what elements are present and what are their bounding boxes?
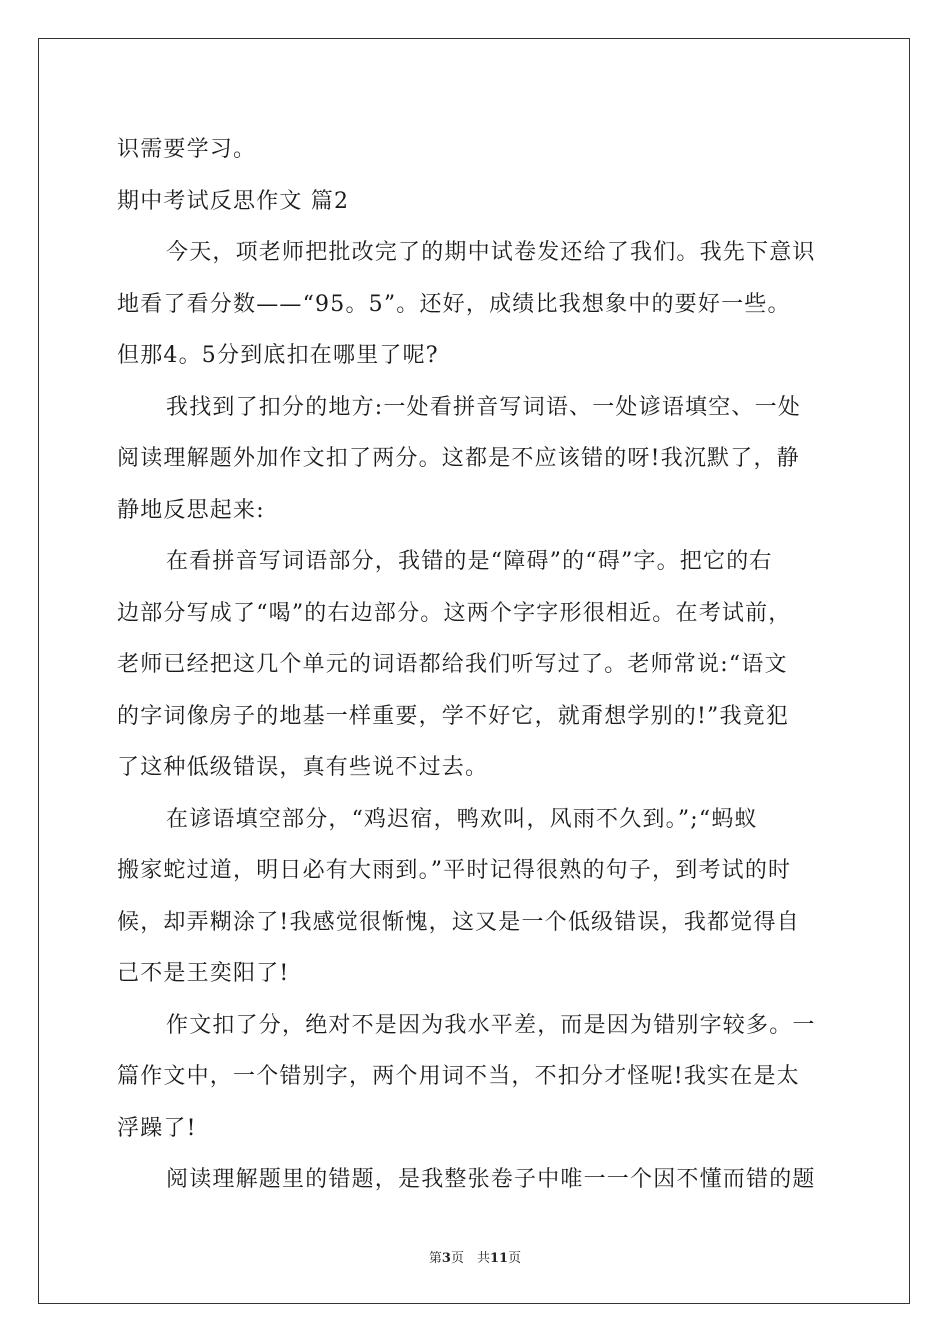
page-footer: [0, 1247, 950, 1266]
text-line: 浮躁了!: [117, 1115, 197, 1141]
text-line: 今天，项老师把批改完了的期中试卷发还给了我们。我先下意识: [166, 240, 816, 265]
footer-total-pages: 11: [489, 1251, 509, 1266]
text-line: 识需要学习。: [117, 137, 257, 162]
text-line: 在谚语填空部分，“鸡迟宿，鸭欢叫，风雨不久到。”;“蚂蚁: [166, 806, 758, 832]
text-line: 静地反思起来:: [117, 497, 265, 523]
footer-prefix: 第: [428, 1251, 442, 1266]
text-line: 阅读理解题外加作文扣了两分。这都是不应该错的呀!我沉默了，静: [117, 446, 800, 471]
text-line: 的字词像房子的地基一样重要，学不好它，就甭想学别的!”我竟犯: [117, 703, 790, 729]
text-line: 我找到了扣分的地方:一处看拼音写词语、一处谚语填空、一处: [166, 394, 802, 420]
text-line: 地看了看分数——“95。5”。还好，成绩比我想象中的要好一些。: [117, 291, 791, 317]
text-line: 作文扣了分，绝对不是因为我水平差，而是因为错别字较多。一: [166, 1012, 816, 1038]
text-line: 搬家蛇过道，明日必有大雨到。”平时记得很熟的句子，到考试的时: [117, 858, 792, 883]
text-line: 边部分写成了“喝”的右边部分。这两个字字形很相近。在考试前，: [117, 600, 792, 626]
document-body: [117, 124, 835, 1206]
text-line: 篇作文中，一个错别字，两个用词不当，不扣分才怪呢!我实在是太: [117, 1064, 800, 1089]
footer-middle: 页 共: [450, 1251, 490, 1266]
footer-page-number: 3: [441, 1251, 451, 1266]
text-line: 老师已经把这几个单元的词语都给我们听写过了。老师常说:“语文: [117, 652, 788, 677]
text-line: 期中考试反思作文 篇2: [117, 188, 350, 214]
text-line: 但那4。5分到底扣在哪里了呢?: [117, 343, 439, 368]
text-line: 在看拼音写词语部分，我错的是“障碍”的“碍”字。把它的右: [166, 549, 773, 574]
text-line: 阅读理解题里的错题，是我整张卷子中唯一一个因不懂而错的题: [166, 1167, 816, 1192]
text-line: 了这种低级错误，真有些说不过去。: [117, 755, 489, 780]
footer-suffix: 页: [508, 1251, 522, 1266]
text-line: 候，却弄糊涂了!我感觉很惭愧，这又是一个低级错误，我都觉得自: [117, 909, 800, 935]
text-line: 己不是王奕阳了!: [117, 961, 290, 986]
